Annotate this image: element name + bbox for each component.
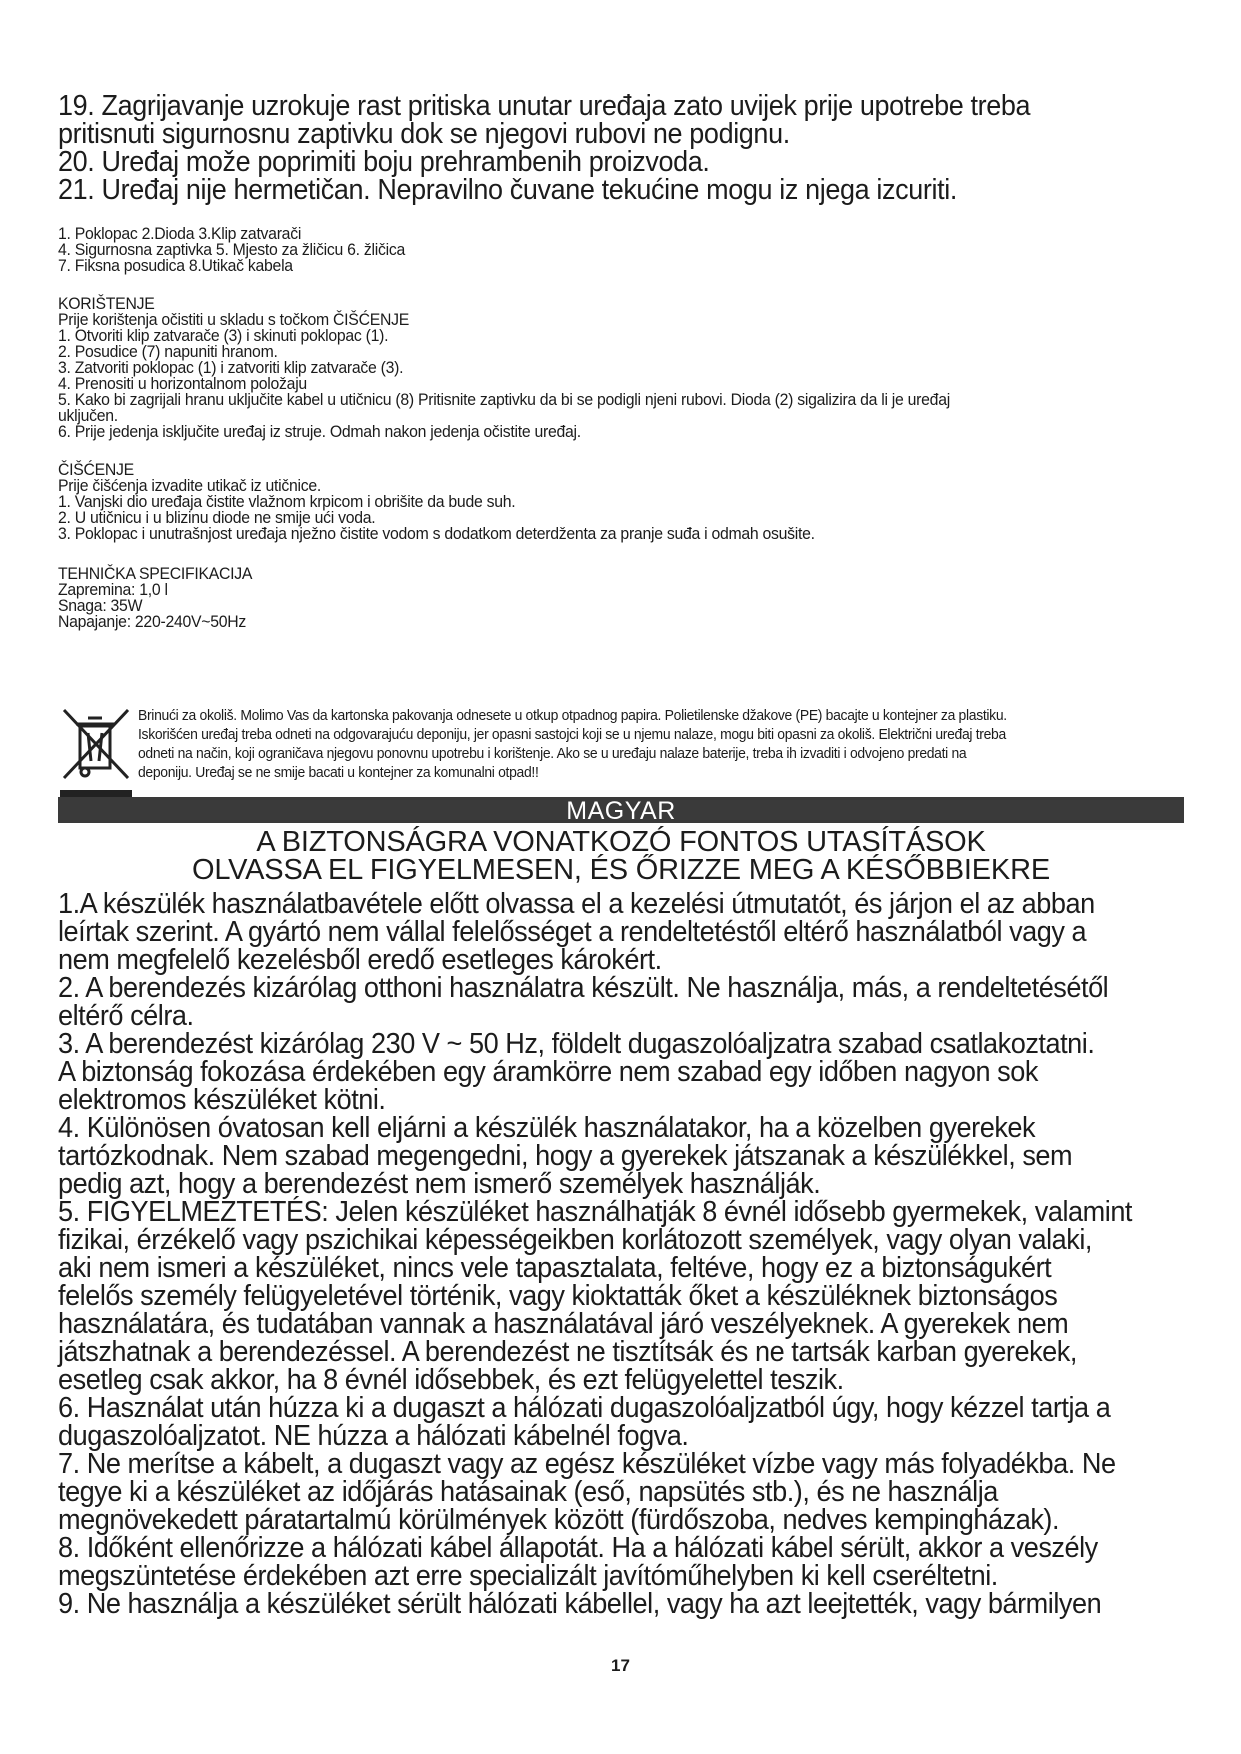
text-line: 2. U utičnicu i u blizinu diode ne smije ući voda. [58, 508, 376, 527]
usage-section [58, 296, 1188, 440]
text-line: deponiju. Uređaj se ne smije bacati u kontejner za komunalni otpad!! [138, 764, 539, 781]
parts-list [58, 226, 1188, 274]
text-line: fizikai, érzékelő vagy pszichikai képességeikben korlátozott személyek, vagy olyan valaki, [58, 1224, 1093, 1256]
text-line: Brinući za okoliš. Molimo Vas da kartonska pakovanja odnesete u otkup otpadnog papira. Polietilenske džakove (PE) bacajte u kontejner za plastiku. [138, 707, 1007, 724]
text-line: A biztonság fokozása érdekében egy áramkörre nem szabad egy időben nagyon sok [58, 1056, 1038, 1088]
text-line: esetleg csak akkor, ha 8 évnél idősebbek, és ezt felügyelettel teszik. [58, 1364, 844, 1396]
crossed-out-wheelie-bin-icon [58, 706, 134, 798]
text-line: Iskorišćen uređaj treba odneti na odgovarajuću deponiju, jer opasni sastojci koji se u njemu nalaze, mogu biti opasni za okoliš. Električni uređaj treba [138, 726, 1006, 743]
text-line: 7. Fiksna posudica 8.Utikač kabela [58, 256, 293, 275]
text-line: 7. Ne merítse a kábelt, a dugaszt vagy az egész készüléket vízbe vagy más folyadékba. Ne [58, 1448, 1116, 1480]
text-line: megszüntetése érdekében azt erre specializált javítóműhelyben ki kell cseréltetni. [58, 1560, 998, 1592]
text-line: 9. Ne használja a készüléket sérült hálózati kábellel, vagy ha azt leejtették, vagy bármilyen [58, 1588, 1102, 1620]
text-line: 19. Zagrijavanje uzrokuje rast pritiska unutar uređaja zato uvijek prije upotrebe treba [58, 90, 1031, 122]
text-line: tartózkodnak. Nem szabad megengedni, hogy a gyerekek játszanak a készülékkel, sem [58, 1140, 1073, 1172]
language-bar [58, 797, 1184, 823]
text-line: nem megfelelő kezelésből eredő esetleges károkért. [58, 944, 662, 976]
section-title: TEHNIČKA SPECIFIKACIJA [58, 564, 253, 583]
text-line: 8. Időként ellenőrizze a hálózati kábel állapotát. Ha a hálózati kábel sérült, akkor a veszély [58, 1532, 1098, 1564]
croatian-instructions [58, 92, 1188, 630]
text-line: 6. Használat után húzza ki a dugaszt a hálózati dugaszolóaljzatból úgy, hogy kézzel tartja a [58, 1392, 1111, 1424]
text-line: dugaszolóaljzatot. NE húzza a hálózati kábelnél fogva. [58, 1420, 689, 1452]
text-line: 1. Otvoriti klip zatvarače (3) i skinuti poklopac (1). [58, 326, 389, 345]
text-line: 5. Kako bi zagrijali hranu uključite kabel u utičnicu (8) Pritisnite zaptivku da bi se podigli njeni rubovi. Dioda (2) sigalizira da li je uređaj [58, 390, 950, 409]
environment-text [138, 706, 1198, 782]
text-line: 4. Különösen óvatosan kell eljárni a készülék használatakor, ha a közelben gyerekek [58, 1112, 1036, 1144]
text-line: felelős személy felügyeletével történik, vagy kioktatták őket a készüléknek biztonságos [58, 1280, 1058, 1312]
text-line: aki nem ismeri a készüléket, nincs vele tapasztalata, feltéve, hogy ez a biztonságukért [58, 1252, 1052, 1284]
text-line: Prije korištenja očistiti u skladu s točkom ČIŠĆENJE [58, 310, 410, 329]
text-line: odneti na način, koji ograničava njegovu ponovnu upotrebu i korištenje. Ako se u uređaju nalaze baterije, treba ih izvaditi i odvojeno predati na [138, 745, 967, 762]
text-line: 6. Prije jedenja isključite uređaj iz struje. Odmah nakon jedenja očistite uređaj. [58, 422, 581, 441]
text-line: pedig azt, hogy a berendezést nem ismerő személyek használják. [58, 1168, 821, 1200]
text-line: tegye ki a készüléket az időjárás hatásainak (eső, napsütés stb.), és ne használja [58, 1476, 998, 1508]
section-title: ČIŠĆENJE [58, 460, 134, 479]
text-line: Snaga: 35W [58, 596, 143, 615]
text-line: 3. A berendezést kizárólag 230 V ~ 50 Hz, földelt dugaszolóaljzatra szabad csatlakoztatni. [58, 1028, 1095, 1060]
page-number: 17 [611, 1656, 630, 1675]
text-line: elektromos készüléket kötni. [58, 1084, 386, 1116]
text-line: Napajanje: 220-240V~50Hz [58, 612, 247, 631]
text-line: leírtak szerint. A gyártó nem vállal felelősséget a rendeltetéstől eltérő használatból vagy a [58, 916, 1087, 948]
text-line: 20. Uređaj može poprimiti boju prehrambenih proizvoda. [58, 146, 710, 178]
text-line: használatára, és tudatában vannak a használatával járó veszélyeknek. A gyerekek nem [58, 1308, 1069, 1340]
text-line: 2. A berendezés kizárólag otthoni használatra készült. Ne használja, más, a rendeltetésétől [58, 972, 1109, 1004]
heading-line: OLVASSA EL FIGYELMESEN, ÉS ŐRIZZE MEG A KÉSŐBBIEKRE [192, 854, 1050, 886]
text-line: 1.A készülék használatbavétele előtt olvassa el a kezelési útmutatót, és járjon el az abban [58, 888, 1095, 920]
safety-items-continued [58, 92, 1188, 204]
section-title: KORIŠTENJE [58, 294, 155, 313]
text-line: 2. Posudice (7) napuniti hranom. [58, 342, 278, 361]
hungarian-instructions [58, 890, 1188, 1618]
text-line: 4. Prenositi u horizontalnom položaju [58, 374, 307, 393]
cleaning-section [58, 462, 1188, 542]
environment-notice [58, 706, 1188, 798]
hungarian-headings [58, 828, 1184, 884]
text-line: 4. Sigurnosna zaptivka 5. Mjesto za žličicu 6. žličica [58, 240, 405, 259]
text-line: uključen. [58, 406, 118, 425]
heading-line: A BIZTONSÁGRA VONATKOZÓ FONTOS UTASÍTÁSOK [256, 826, 986, 858]
text-line: Prije čišćenja izvadite utikač iz utičnice. [58, 476, 322, 495]
text-line: 5. FIGYELMEZTETÉS: Jelen készüléket használhatják 8 évnél idősebb gyermekek, valamint [58, 1196, 1133, 1228]
language-label: MAGYAR [566, 797, 676, 825]
text-line: 3. Poklopac i unutrašnjost uređaja nježno čistite vodom s dodatkom deterdženta za pranje suđa i odmah osušite. [58, 524, 815, 543]
text-line: pritisnuti sigurnosnu zaptivku dok se njegovi rubovi ne podignu. [58, 118, 790, 150]
text-line: megnövekedett páratartalmú körülmények között (fürdőszoba, nedves kempingházak). [58, 1504, 1060, 1536]
text-line: eltérő célra. [58, 1000, 194, 1032]
text-line: játszhatnak a berendezéssel. A berendezést ne tisztítsák és ne tartsák karban gyerekek, [58, 1336, 1077, 1368]
text-line: 1. Vanjski dio uređaja čistite vlažnom krpicom i obrišite da bude suh. [58, 492, 516, 511]
text-line: 3. Zatvoriti poklopac (1) i zatvoriti klip zatvarače (3). [58, 358, 404, 377]
text-line: 21. Uređaj nije hermetičan. Nepravilno čuvane tekućine mogu iz njega izcuriti. [58, 174, 957, 206]
text-line: 1. Poklopac 2.Dioda 3.Klip zatvarači [58, 224, 302, 243]
specs-section [58, 566, 1188, 630]
text-line: Zapremina: 1,0 l [58, 580, 168, 599]
